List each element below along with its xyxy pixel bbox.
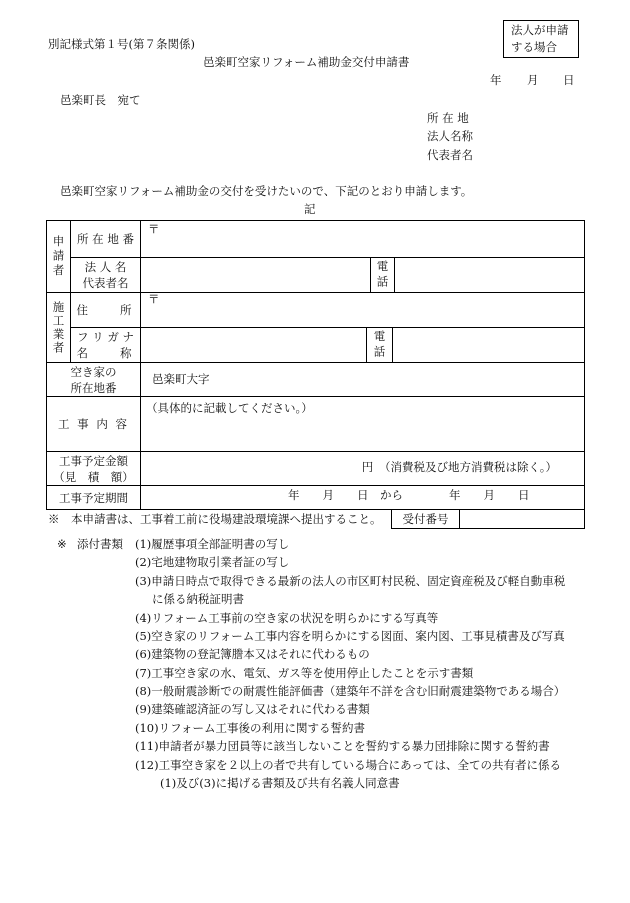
applicant-address-label-cell: [70, 220, 141, 258]
attachments-mark: ※: [57, 537, 67, 551]
contractor-address-value-cell: [140, 292, 585, 328]
property-label-line1: 空き家の: [70, 364, 117, 379]
work-label-text: 工 事 内 容: [58, 417, 129, 431]
contractor-address-label-cell: [70, 292, 141, 328]
applicant-name-label-line1: 法 人 名: [84, 260, 127, 274]
cost-note-text: 円 （消費税及び地方消費税は除く。）: [361, 460, 557, 474]
applicant-name-label-cell: [70, 257, 141, 293]
contractor-name-label: 名 称: [76, 346, 135, 360]
attachment-item: (10)リフォーム工事後の利用に関する誓約書: [135, 721, 366, 735]
attachment-item-continuation: に係る納税証明書: [152, 592, 244, 606]
corporate-applicant-box: [503, 20, 579, 58]
attachment-item: (7)工事空き家の水、電気、ガス等を使用停止したことを示す書類: [135, 666, 474, 680]
applicant-group-label: [46, 220, 71, 293]
applicant-postal-mark: 〒: [148, 222, 160, 236]
property-value-text: 邑楽町大字: [152, 372, 210, 386]
attachments-label: 添付書類: [77, 537, 123, 551]
attachment-item: (6)建築物の登記簿謄本又はそれに代わるもの: [135, 647, 370, 661]
work-value-cell: [140, 396, 585, 452]
attachment-item: (5)空き家のリフォーム工事内容を明らかにする図面、案内図、工事見積書及び写真: [135, 629, 565, 643]
contractor-address-label-text: 住 所: [76, 303, 135, 317]
attachment-item: (8)一般耐震診断での耐震性能評価書（建築年不詳を含む旧耐震建築物である場合）: [135, 684, 566, 698]
cost-label-line2: （見 積 額）: [53, 469, 134, 484]
cost-value-cell: [140, 451, 585, 486]
contractor-name-label-cell: [70, 327, 141, 363]
applicant-name-label-line2: 代表者名: [82, 276, 129, 290]
period-value-text: 年 月 日 から 年 月 日: [288, 488, 530, 502]
date-day-label: 日: [563, 73, 575, 87]
applicant-address-label-text: 所 在 地 番: [77, 232, 134, 246]
contractor-group-text: 施工業者: [51, 300, 66, 355]
applicant-address-value-cell: [140, 220, 585, 258]
applicant-name-value-cell: [140, 257, 371, 293]
applicant-group-text: 申請者: [51, 234, 66, 279]
applicant-phone-label-text: 電話: [375, 259, 390, 291]
cost-label-cell: [46, 451, 141, 486]
period-label-text: 工事予定期間: [59, 490, 128, 505]
ki-heading: 記: [304, 202, 316, 216]
attachment-item: (1)履歴事項全部証明書の写し: [135, 537, 290, 551]
corporate-applicant-note-line2: する場合: [511, 40, 557, 54]
submission-note: ※ 本申請書は、工事着工前に役場建設環境課へ提出すること。: [48, 512, 382, 526]
attachment-item-continuation: (1)及び(3)に掲げる書類及び共有名義人同意書: [160, 776, 400, 790]
date-year-label: 年: [490, 73, 502, 87]
contractor-phone-value-cell: [392, 327, 585, 363]
contractor-name-value-cell: [140, 327, 367, 363]
date-month-label: 月: [527, 73, 539, 87]
property-label-line2: 所在地番: [70, 380, 117, 395]
intro-text: 邑楽町空家リフォーム補助金の交付を受けたいので、下記のとおり申請します。: [60, 184, 473, 198]
applicant-address-label: 所 在 地: [427, 111, 469, 125]
attachment-item: (4)リフォーム工事前の空き家の状況を明らかにする写真等: [135, 611, 439, 625]
receipt-number-value-cell: [459, 509, 585, 529]
receipt-number-label: 受付番号: [402, 512, 449, 526]
contractor-group-label: [46, 292, 71, 363]
property-value-cell: [140, 362, 585, 397]
addressee: 邑楽町長 宛て: [60, 93, 141, 107]
form-reference: 別記様式第１号(第７条関係): [48, 37, 195, 51]
property-label-cell: [46, 362, 141, 397]
attachment-item: (2)宅地建物取引業者証の写し: [135, 555, 290, 569]
attachment-item: (11)申請者が暴力団員等に該当しないことを誓約する暴力団排除に関する誓約書: [135, 739, 550, 753]
applicant-phone-label-cell: [370, 257, 395, 293]
work-label-cell: [46, 396, 141, 452]
contractor-phone-label-text: 電話: [372, 329, 387, 361]
work-hint-text: （具体的に記載してください。）: [146, 401, 313, 415]
receipt-number-label-cell: [391, 509, 460, 529]
period-label-cell: [46, 485, 141, 510]
cost-label-line1: 工事予定金額: [59, 453, 128, 468]
applicant-representative-label: 代表者名: [427, 148, 473, 162]
contractor-furigana-label: フ リ ガ ナ: [77, 330, 134, 344]
period-value-cell: [140, 485, 585, 510]
applicant-corp-name-label: 法人名称: [427, 129, 473, 143]
page-title: 邑楽町空家リフォーム補助金交付申請書: [203, 55, 410, 69]
attachment-item: (3)申請日時点で取得できる最新の法人の市区町村民税、固定資産税及び軽自動車税: [135, 574, 566, 588]
corporate-applicant-note-line1: 法人が申請: [511, 23, 569, 37]
contractor-postal-mark: 〒: [148, 292, 160, 306]
attachment-item: (12)工事空き家を２以上の者で共有している場合にあっては、全ての共有者に係る: [135, 758, 561, 772]
contractor-phone-label-cell: [366, 327, 393, 363]
applicant-phone-value-cell: [394, 257, 585, 293]
attachment-item: (9)建築確認済証の写し又はそれに代わる書類: [135, 702, 370, 716]
